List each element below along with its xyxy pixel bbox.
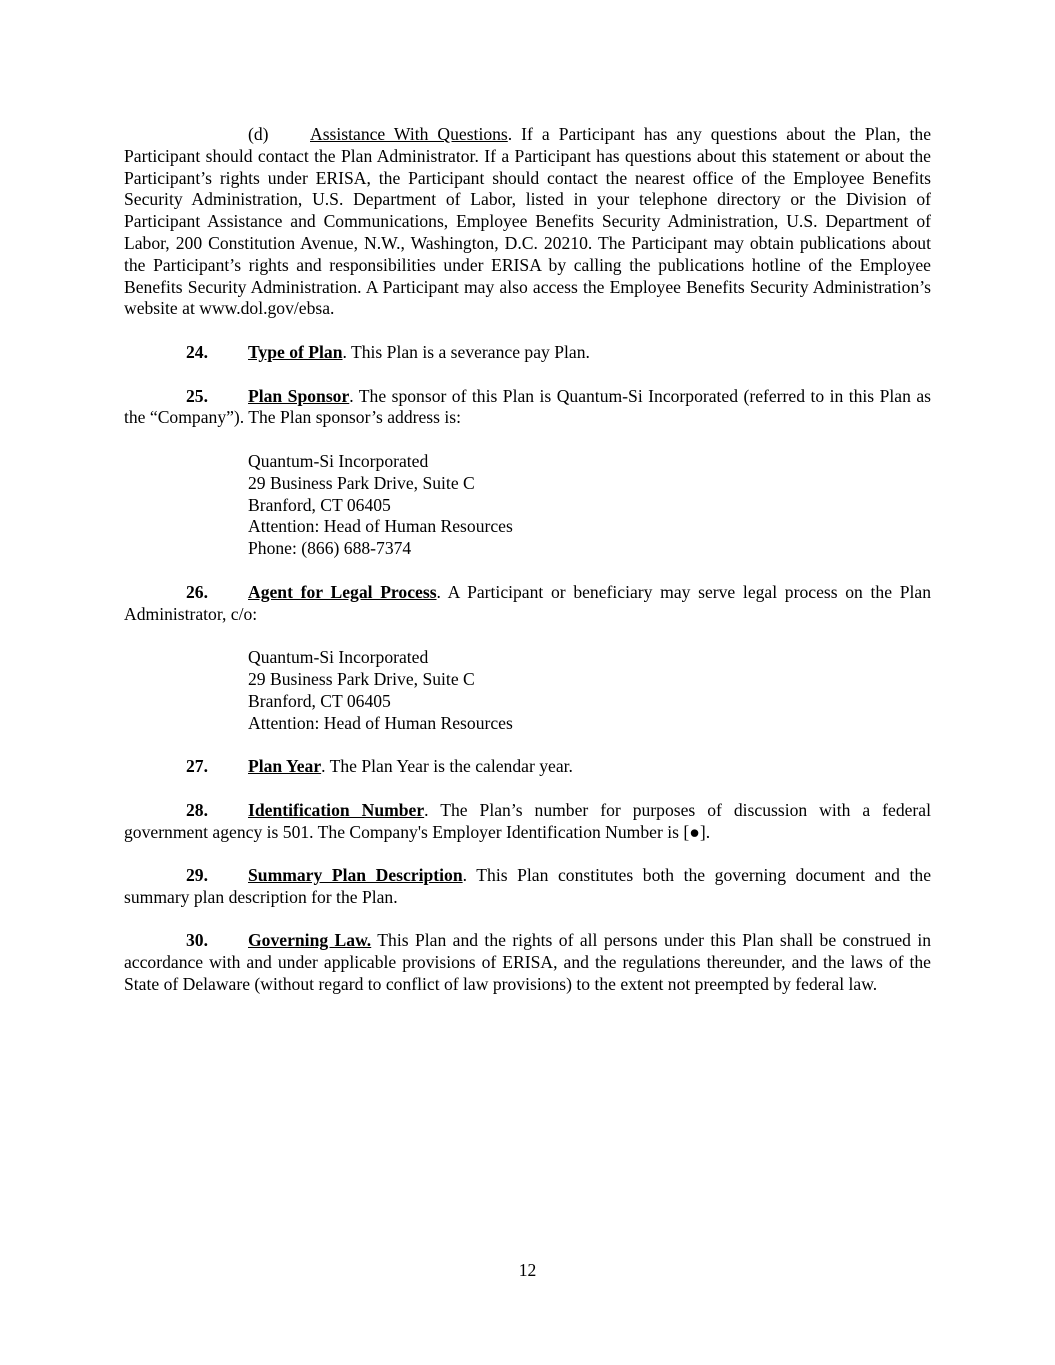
section-27-paragraph [124, 756, 931, 778]
section-24-paragraph [124, 342, 931, 364]
section-29-number: 29. [186, 865, 208, 886]
agent-address-line: 29 Business Park Drive, Suite C [248, 668, 475, 689]
section-d-paragraph [124, 124, 931, 320]
sponsor-address-line: Phone: (866) 688-7374 [248, 538, 412, 559]
sponsor-address-line: 29 Business Park Drive, Suite C [248, 472, 475, 493]
sponsor-address-line: Quantum-Si Incorporated [248, 450, 429, 471]
section-d-label: (d) [248, 124, 269, 144]
section-29-text: . This Plan constitutes both the governing document and the summary plan description for the Plan. [124, 865, 931, 907]
section-25-heading: Plan Sponsor [248, 385, 350, 406]
section-26-text: . A Participant or beneficiary may serve legal process on the Plan Administrator, c/o: [124, 581, 931, 624]
section-29-paragraph [124, 865, 931, 909]
section-29-heading: Summary Plan Description [248, 865, 463, 886]
section-d-heading: Assistance With Questions [310, 124, 508, 144]
document-page [124, 124, 931, 1018]
sponsor-address-line: Branford, CT 06405 [248, 494, 391, 515]
section-27-text: . The Plan Year is the calendar year. [321, 756, 573, 777]
section-28-text: . The Plan’s number for purposes of discussion with a federal government agency is 501. The Company's Employer Identification Number is [●]. [124, 799, 931, 842]
section-24-text: . This Plan is a severance pay Plan. [342, 341, 590, 362]
page-number: 12 [518, 1260, 537, 1280]
section-27-heading: Plan Year [248, 756, 322, 777]
section-25-number: 25. [186, 385, 208, 406]
agent-address-line: Quantum-Si Incorporated [248, 647, 429, 668]
section-28-heading: Identification Number [248, 799, 425, 820]
section-24-heading: Type of Plan [248, 341, 343, 362]
section-26-heading: Agent for Legal Process [248, 581, 437, 602]
section-d-text: . If a Participant has any questions about the Plan, the Participant should contact the Plan Administrator. If a Participant has questions about this statement or about the Participant’s rights under ERISA, the Participant should contact the nearest office of the Employee Benefits Security Administration, U.S. Department of Labor, listed in your telephone directory or the Division of Participant Assistance and Communications, Employee Benefits Security Administration, U.S. Department of Labor, 200 Constitution Avenue, N.W., Washington, D.C. 20210. The Participant may obtain publications about the Participant’s rights and responsibilities under ERISA by calling the publications hotline of the Employee Benefits Security Administration. A Participant may also access the Employee Benefits Security Administration’s website at www.dol.gov/ebsa. [124, 124, 931, 319]
agent-address-line: Branford, CT 06405 [248, 690, 391, 711]
section-26-number: 26. [186, 581, 208, 602]
section-30-number: 30. [186, 930, 208, 951]
agent-address-line: Attention: Head of Human Resources [248, 712, 513, 733]
section-25-text: . The sponsor of this Plan is Quantum-Si Incorporated (referred to in this Plan as the “Company”). The Plan sponsor’s address is: [124, 385, 931, 428]
section-28-number: 28. [186, 799, 208, 820]
sponsor-address-line: Attention: Head of Human Resources [248, 516, 513, 537]
section-27-number: 27. [186, 756, 208, 777]
section-30-paragraph [124, 930, 931, 995]
section-28-paragraph [124, 800, 931, 844]
section-30-text: This Plan and the rights of all persons under this Plan shall be construed in accordance with and under applicable provisions of ERISA, and the regulations thereunder, and the laws of the State of Delaware (without regard to conflict of law provisions) to the extent not preempted by federal law. [124, 930, 932, 995]
section-24-number: 24. [186, 341, 208, 362]
agent-address [248, 647, 931, 734]
section-25-paragraph [124, 386, 931, 430]
sponsor-address [248, 451, 931, 560]
section-30-heading: Governing Law. [248, 930, 372, 951]
section-26-paragraph [124, 582, 931, 626]
